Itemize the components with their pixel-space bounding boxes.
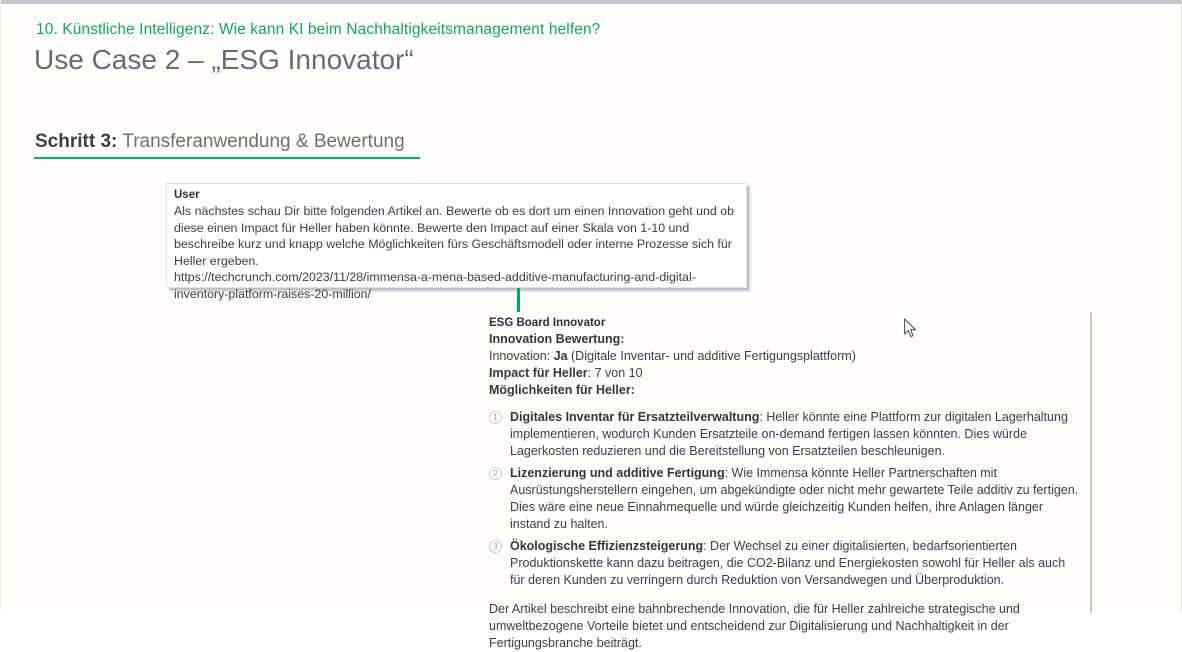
list-item-title: Digitales Inventar für Ersatzteilverwaltung <box>510 410 760 424</box>
list-item <box>489 409 1081 460</box>
embedded-panel-edge-line <box>1090 312 1092 613</box>
step-label: Schritt 3: <box>35 131 118 152</box>
assistant-sender-label: ESG Board Innovator <box>489 317 606 329</box>
slide-kicker: 10. Künstliche Intelligenz: Wie kann KI beim Nachhaltigkeitsmanagement helfen? <box>36 21 601 38</box>
step-underline <box>34 157 420 159</box>
list-item-text: : Heller könnte eine Plattform zur digitalen Lagerhaltung implementieren, wodurch Kunden Ersatzteile on-demand fertigen lassen könnten. Dies würde Lagerkosten reduzieren und die Bereitstellung von Ersatzteilen beschleunigen. <box>510 410 1068 458</box>
impact-line <box>489 365 1081 382</box>
possibilities-heading: Möglichkeiten für Heller: <box>489 383 635 397</box>
list-number-badge: 1 <box>489 411 502 424</box>
rating-heading: Innovation Bewertung: <box>489 332 625 346</box>
possibilities-list <box>489 409 1081 589</box>
innovation-line <box>489 348 1081 365</box>
mouse-cursor-icon <box>903 318 917 339</box>
screen-top-bar <box>1 0 1181 4</box>
list-item-text: : Der Wechsel zu einer digitalisierten, bedarfsorientierten Produktionskette kann dazu beitragen, die CO2-Bilanz und Energiekosten sowohl für Heller als auch für deren Kunden zu verringern durch Reduktion von Versandwegen und Überproduktion. <box>510 539 1066 587</box>
innovation-answer: Ja <box>553 349 568 363</box>
article-url: https://techcrunch.com/2023/11/28/immensa-a-mena-based-additive-manufacturing-and-digital-inventory-platform-raises-20-million/ <box>174 270 696 301</box>
user-sender-label: User <box>174 189 200 201</box>
list-item-text: : Wie Immensa könnte Heller Partnerschaften mit Ausrüstungsherstellern eingehen, um abgekündigte oder nicht mehr gewartete Teile additiv zu fertigen. Dies wäre eine neue Einnahmequelle und würde gleichzeitig Kunden helfen, ihre Anlagen länger instand zu halten. <box>510 466 1079 531</box>
impact-label: Impact für Heller <box>489 366 588 380</box>
step-heading <box>35 131 405 153</box>
user-message-card <box>166 183 747 301</box>
list-number-badge: 3 <box>489 540 502 553</box>
closing-paragraph: Der Artikel beschreibt eine bahnbrechende Innovation, die für Heller zahlreiche strategische und umweltbezogene Vorteile bietet und entscheidend zur Digitalisierung und Nachhaltigkeit in der Fertigungsbranche beiträgt. <box>489 602 1020 650</box>
list-item-title: Ökologische Effizienzsteigerung <box>510 539 704 553</box>
innovation-prefix: Innovation: <box>489 349 554 363</box>
message-connector-line <box>517 288 520 312</box>
list-number-badge: 2 <box>489 467 502 480</box>
user-message-text: Als nächstes schau Dir bitte folgenden Artikel an. Bewerte ob es dort um einen Innovation geht und ob diese einen Impact für Heller haben könnte. Bewerte den Impact auf einer Skala von 1-10 und beschreibe kurz und knapp welche Möglichkeiten fürs Geschäftsmodell oder interne Prozesse sich für Heller ergeben. <box>174 204 734 268</box>
innovation-detail: (Digitale Inventar- und additive Fertigungsplattform) <box>567 349 856 363</box>
impact-score: : 7 von 10 <box>587 366 643 380</box>
list-item-title: Lizenzierung und additive Fertigung <box>510 466 725 480</box>
assistant-message <box>489 316 1081 652</box>
list-item <box>489 538 1081 589</box>
slide-title: Use Case 2 – „ESG Innovator“ <box>34 44 414 75</box>
list-item <box>489 465 1081 533</box>
step-title: Transferanwendung & Bewertung <box>117 131 405 152</box>
